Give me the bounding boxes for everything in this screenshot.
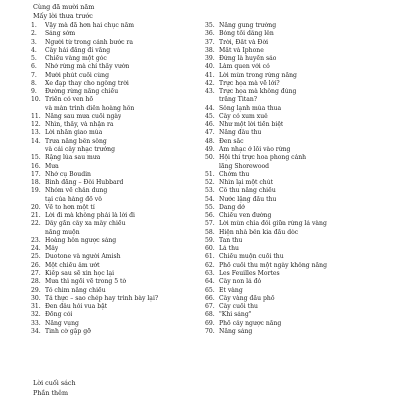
toc-item-title: Mưa <box>45 162 59 170</box>
toc-item-title: Cây vàng đầu phố <box>219 294 275 302</box>
toc-item[interactable] <box>31 311 203 319</box>
toc-item-title: Duotone và người Amish <box>45 253 121 261</box>
toc-item[interactable] <box>205 196 377 204</box>
toc-item-number: 30. <box>31 294 41 302</box>
toc-item-title: Trời, Đất và Đời <box>219 38 269 46</box>
toc-item-number: 28. <box>31 278 41 286</box>
toc-item-title: Lời nhắn giao mùa <box>45 129 103 137</box>
toc-item[interactable] <box>205 47 377 55</box>
toc-item[interactable] <box>205 270 377 278</box>
toc-item-number <box>31 105 45 113</box>
toc-item-title: Âm nhạc ở lối vào rừng <box>219 145 291 153</box>
toc-item[interactable] <box>31 39 203 47</box>
toc-item-title: Bình đẳng – Đôi Hubbard <box>45 179 124 187</box>
toc-item-title: Lời đi mà không phải là lời đi <box>45 212 136 220</box>
toc-item[interactable] <box>31 320 203 328</box>
toc-item[interactable] <box>205 320 377 328</box>
toc-item-number: 39. <box>205 55 215 63</box>
toc-item-number: 49. <box>205 145 215 153</box>
toc-item-title: Cây non lá đỏ <box>219 278 262 286</box>
toc-item-title: Dang dở <box>219 203 245 211</box>
toc-item[interactable] <box>31 270 203 278</box>
toc-item-number: 63. <box>205 269 215 277</box>
toc-item-title: Người từ trong cảnh bước ra <box>45 38 134 46</box>
toc-item-number: 57. <box>205 220 215 228</box>
toc-item[interactable] <box>205 80 377 88</box>
toc-item[interactable] <box>205 328 377 336</box>
toc-item-title: Tả thực – sao chép hay trình bày lại? <box>45 294 159 302</box>
toc-item[interactable] <box>205 146 377 154</box>
toc-item-title: Nước lặng đầu thu <box>219 195 277 203</box>
toc-item-title: Chiều ven đường <box>219 212 272 220</box>
toc-item-number: 45. <box>205 112 215 120</box>
toc-item[interactable] <box>31 253 203 261</box>
toc-item-continuation[interactable] <box>31 229 203 237</box>
toc-item-title: trắng Titan? <box>219 96 258 104</box>
toc-item[interactable] <box>31 30 203 38</box>
toc-item[interactable] <box>31 163 203 171</box>
toc-item-title: Dây gần cây xa mây chiều <box>45 220 126 228</box>
toc-item-title: Mây <box>45 245 59 253</box>
toc-item[interactable] <box>31 154 203 162</box>
toc-item[interactable] <box>31 303 203 311</box>
toc-item-number: 3. <box>31 38 37 46</box>
toc-item-number: 14. <box>31 137 41 145</box>
toc-item-number: 67. <box>205 303 215 311</box>
toc-item-title: Như một lời tiền biệt <box>219 121 284 129</box>
toc-item[interactable] <box>205 121 377 129</box>
toc-item-title: Hoàng hôn ngược sáng <box>45 236 117 244</box>
toc-item-number: 33. <box>31 319 41 327</box>
toc-item-number: 60. <box>205 245 215 253</box>
toc-item[interactable] <box>31 138 203 146</box>
toc-item[interactable] <box>205 237 377 245</box>
toc-item-number: 31. <box>31 303 41 311</box>
toc-item-number: 44. <box>205 104 215 112</box>
toc-item[interactable] <box>31 295 203 303</box>
toc-item-title: Đen đâu hỏi vua bật <box>45 303 108 311</box>
toc-item-title: Nắng sáng <box>219 327 253 335</box>
toc-item[interactable] <box>31 278 203 286</box>
toc-item[interactable] <box>205 212 377 220</box>
toc-item-number: 59. <box>205 236 215 244</box>
toc-item-title: Một chiều âm ướt <box>45 261 100 269</box>
toc-item-number: 37. <box>205 38 215 46</box>
toc-item-title: Ét vàng <box>219 286 243 294</box>
toc-item-title: Lời mùn chìa đôi giữa rừng lá vàng <box>219 220 327 228</box>
toc-item-number: 10. <box>31 96 41 104</box>
toc-item[interactable] <box>205 253 377 261</box>
toc-item[interactable] <box>31 113 203 121</box>
toc-item-title: Trực họa mà vẽ lởi? <box>219 79 280 87</box>
toc-item-number: 1. <box>31 22 37 29</box>
toc-item-title: Về to hơn một tí <box>45 203 95 211</box>
toc-item-number: 55. <box>205 203 215 211</box>
toc-item-number: 25. <box>31 253 41 261</box>
toc-item-continuation[interactable] <box>205 96 377 104</box>
toc-item[interactable] <box>31 22 203 30</box>
toc-item-title: Trực họa mà không đúng <box>219 88 297 96</box>
toc-item[interactable] <box>205 295 377 303</box>
toc-item-number: 27. <box>31 269 41 277</box>
toc-item[interactable] <box>31 204 203 212</box>
toc-item-number: 69. <box>205 319 215 327</box>
toc-item-number: 20. <box>31 203 41 211</box>
toc-item[interactable] <box>205 278 377 286</box>
toc-item[interactable] <box>31 212 203 220</box>
toc-item-number: 51. <box>205 170 215 178</box>
toc-item[interactable] <box>205 179 377 187</box>
toc-item-number: 23. <box>31 236 41 244</box>
toc-item-title: Cây hải đăng đi vắng <box>45 46 111 54</box>
toc-item-title: Nắng vụng <box>45 319 79 327</box>
toc-item-number: 12. <box>31 121 41 129</box>
toc-item-title: Lời mùn trong rừng nắng <box>219 71 297 79</box>
toc-item-title: và màn trình diễn hoàng hôn <box>45 104 135 112</box>
toc-item-number <box>31 146 45 154</box>
toc-item-title: Nhìn, thấy, và nhận ra <box>45 121 114 129</box>
toc-item[interactable] <box>205 303 377 311</box>
toc-item-title: Bóng tối dâng lên <box>219 30 274 38</box>
toc-item-number: 41. <box>205 71 215 79</box>
toc-item-title: Les Feuilles Mortes <box>219 269 280 277</box>
preface-link[interactable]: Mấy lời thưa trước <box>33 12 93 20</box>
toc-item[interactable] <box>205 229 377 237</box>
toc-item[interactable] <box>205 220 377 228</box>
toc-item-title: Tan thu <box>219 236 243 244</box>
toc-item[interactable] <box>205 39 377 47</box>
toc-item[interactable] <box>31 80 203 88</box>
toc-item-title: Hiện nhà bên kia đầu dòc <box>219 228 299 236</box>
toc-item-number: 34. <box>31 327 41 335</box>
toc-item-title: Nắng sau mưa cuối ngày <box>45 112 122 120</box>
toc-item[interactable] <box>205 187 377 195</box>
toc-item[interactable] <box>205 171 377 179</box>
toc-item[interactable] <box>205 287 377 295</box>
toc-item-number: 61. <box>205 253 215 261</box>
toc-item-number: 4. <box>31 46 37 54</box>
toc-item-title: Vậy mà đã hơn hai chục năm <box>45 22 135 29</box>
toc-item-number: 70. <box>205 327 215 335</box>
toc-item-title: lãng Shorewood <box>219 162 270 170</box>
toc-item-title: Cây cỏ xum xuê <box>219 112 268 120</box>
toc-item[interactable] <box>205 55 377 63</box>
toc-item-title: nắng muộn <box>45 228 80 236</box>
toc-item[interactable] <box>31 245 203 253</box>
toc-item-number: 18. <box>31 179 41 187</box>
toc-item-number: 50. <box>205 154 215 162</box>
toc-item[interactable] <box>205 129 377 137</box>
toc-item-number: 9. <box>31 88 37 96</box>
toc-item-number: 46. <box>205 121 215 129</box>
toc-item-number: 29. <box>31 286 41 294</box>
toc-item-number: 21. <box>31 212 41 220</box>
toc-item-number: 24. <box>31 245 41 253</box>
toc-item[interactable] <box>31 179 203 187</box>
toc-item[interactable] <box>205 204 377 212</box>
toc-item-number: 11. <box>31 112 41 120</box>
toc-item-number: 62. <box>205 261 215 269</box>
toc-item[interactable] <box>31 328 203 336</box>
toc-item-title: Kiếp sau sẽ xin học lại <box>45 269 115 277</box>
toc-item-title: Chớm thu <box>219 170 250 178</box>
toc-item-number: 7. <box>31 71 37 79</box>
toc-item-title: Trưa nắng bên sông <box>45 137 107 145</box>
toc-item-continuation[interactable] <box>31 196 203 204</box>
toc-item[interactable] <box>205 63 377 71</box>
toc-item-title: Nắng gung trường <box>219 22 277 29</box>
toc-column-right <box>205 22 377 336</box>
toc-item-title: Xe đạp thay cho ngông trời <box>45 79 129 87</box>
toc-item-number: 35. <box>205 22 215 29</box>
toc-item[interactable] <box>205 30 377 38</box>
toc-item[interactable] <box>31 129 203 137</box>
toc-item-title: Phố cuối thu một ngày không nắng <box>219 261 327 269</box>
toc-item-number: 6. <box>31 63 37 71</box>
toc-item-number: 19. <box>31 187 41 195</box>
toc-item-title: Phố cây ngược nắng <box>219 319 282 327</box>
toc-item-title: Đồng cói <box>45 311 73 319</box>
toc-item[interactable] <box>31 55 203 63</box>
toc-item-number: 65. <box>205 286 215 294</box>
toc-item-number: 32. <box>31 311 41 319</box>
toc-item-number: 42. <box>205 79 215 87</box>
toc-item-number: 8. <box>31 79 37 87</box>
toc-item-title: Đen sắc <box>219 137 244 145</box>
toc-item[interactable] <box>205 154 377 162</box>
toc-item-number: 15. <box>31 154 41 162</box>
toc-item-title: Mười phút cuối cùng <box>45 71 109 79</box>
toc-item[interactable] <box>205 88 377 96</box>
toc-item-number: 56. <box>205 212 215 220</box>
toc-item-number <box>31 229 45 237</box>
toc-item-title: Tình cờ gặp gỡ <box>45 327 91 335</box>
toc-item-number: 54. <box>205 195 215 203</box>
toc-item-title: Hội thi trực hoa phong cảnh <box>219 154 307 162</box>
toc-item[interactable] <box>31 121 203 129</box>
toc-item-number: 66. <box>205 294 215 302</box>
appendix-link[interactable]: Phần thêm <box>33 388 69 397</box>
toc-item-number: 48. <box>205 137 215 145</box>
toc-item-title: Chiều muộn cuối thu <box>219 253 284 261</box>
toc-item-number: 40. <box>205 63 215 71</box>
toc-item-number: 58. <box>205 228 215 236</box>
toc-item-number: 68. <box>205 311 215 319</box>
toc-item[interactable] <box>31 287 203 295</box>
toc-item-title: Rặng lúa sau mưa <box>45 154 101 162</box>
toc-item-number: 26. <box>31 261 41 269</box>
toc-item-number: 43. <box>205 88 215 96</box>
toc-item-title: tại của hàng đồ vô <box>45 195 102 203</box>
toc-item-title: và cái cây nhạc trưởng <box>45 145 115 153</box>
toc-item-title: Triền cỏ ven hồ <box>45 96 94 104</box>
toc-item-number <box>205 163 219 171</box>
toc-item-number: 17. <box>31 170 41 178</box>
toc-item-continuation[interactable] <box>31 105 203 113</box>
toc-column-left <box>31 22 203 336</box>
toc-item-continuation[interactable] <box>205 163 377 171</box>
toc-item-title: Cây cuối thu <box>219 303 258 311</box>
toc-item-number: 16. <box>31 162 41 170</box>
toc-item[interactable] <box>31 187 203 195</box>
toc-item[interactable] <box>31 96 203 104</box>
toc-item-title: Đường rừng nắng chiều <box>45 88 119 96</box>
toc-item[interactable] <box>205 245 377 253</box>
header <box>33 3 94 21</box>
toc-item[interactable] <box>205 22 377 30</box>
closing-link[interactable]: Lời cuối sách <box>33 379 76 387</box>
toc-item[interactable] <box>205 105 377 113</box>
toc-item-title: "Khi sáng" <box>219 311 252 319</box>
toc-item-title: Nắng đâu thu <box>219 129 262 137</box>
toc-item[interactable] <box>31 220 203 228</box>
toc-item-number: 64. <box>205 278 215 286</box>
toc-item-title: Làm quen với cỏ <box>219 63 270 71</box>
toc-item-number: 47. <box>205 129 215 137</box>
toc-item[interactable] <box>31 262 203 270</box>
toc-item[interactable] <box>31 63 203 71</box>
toc-item-number: 5. <box>31 55 37 63</box>
toc-item[interactable] <box>31 237 203 245</box>
toc-item[interactable] <box>31 47 203 55</box>
toc-item-title: Nhìn lại một chút <box>219 179 274 187</box>
toc-item-number: 36. <box>205 30 215 38</box>
toc-item[interactable] <box>31 72 203 80</box>
toc-item[interactable] <box>31 88 203 96</box>
toc-item[interactable] <box>31 171 203 179</box>
toc-item-number: 2. <box>31 30 37 38</box>
toc-item[interactable] <box>205 138 377 146</box>
toc-item[interactable] <box>205 72 377 80</box>
toc-item[interactable] <box>205 262 377 270</box>
toc-item-title: Sáng sớm <box>45 30 76 38</box>
toc-item-continuation[interactable] <box>31 146 203 154</box>
toc-item-number: 52. <box>205 179 215 187</box>
book-title: Cùng đã mười năm <box>33 3 95 11</box>
toc-item-title: Nhớ cụ Boudin <box>45 170 91 178</box>
toc-item[interactable] <box>205 311 377 319</box>
toc-item-number: 13. <box>31 129 41 137</box>
toc-item-title: Mất và Iphone <box>219 46 264 54</box>
toc-item-number: 38. <box>205 46 215 54</box>
toc-item-title: Cô thu nắng chiều <box>219 187 276 195</box>
toc-item-title: Đứng là huyền sảo <box>219 55 277 63</box>
toc-item-number: 53. <box>205 187 215 195</box>
toc-item-number: 22. <box>31 220 41 228</box>
toc-item-title: Mưa thì ngồi vẽ trong 5 tờ <box>45 278 127 286</box>
toc-item-number <box>205 96 219 104</box>
toc-item[interactable] <box>205 113 377 121</box>
toc-item-title: Lá thu <box>219 245 239 253</box>
toc-item-title: Sông lạnh mùa thua <box>219 104 282 112</box>
toc-item-title: Tô chim nắng chiều <box>45 286 106 294</box>
toc-item-number <box>31 196 45 204</box>
toc-item-title: Chiều vàng một góc <box>45 55 107 63</box>
footer <box>33 379 76 398</box>
toc-item-title: Nhớ rừng mà chỉ thấy vườn <box>45 63 130 71</box>
toc-item-title: Nhóm về chân dung <box>45 187 108 195</box>
